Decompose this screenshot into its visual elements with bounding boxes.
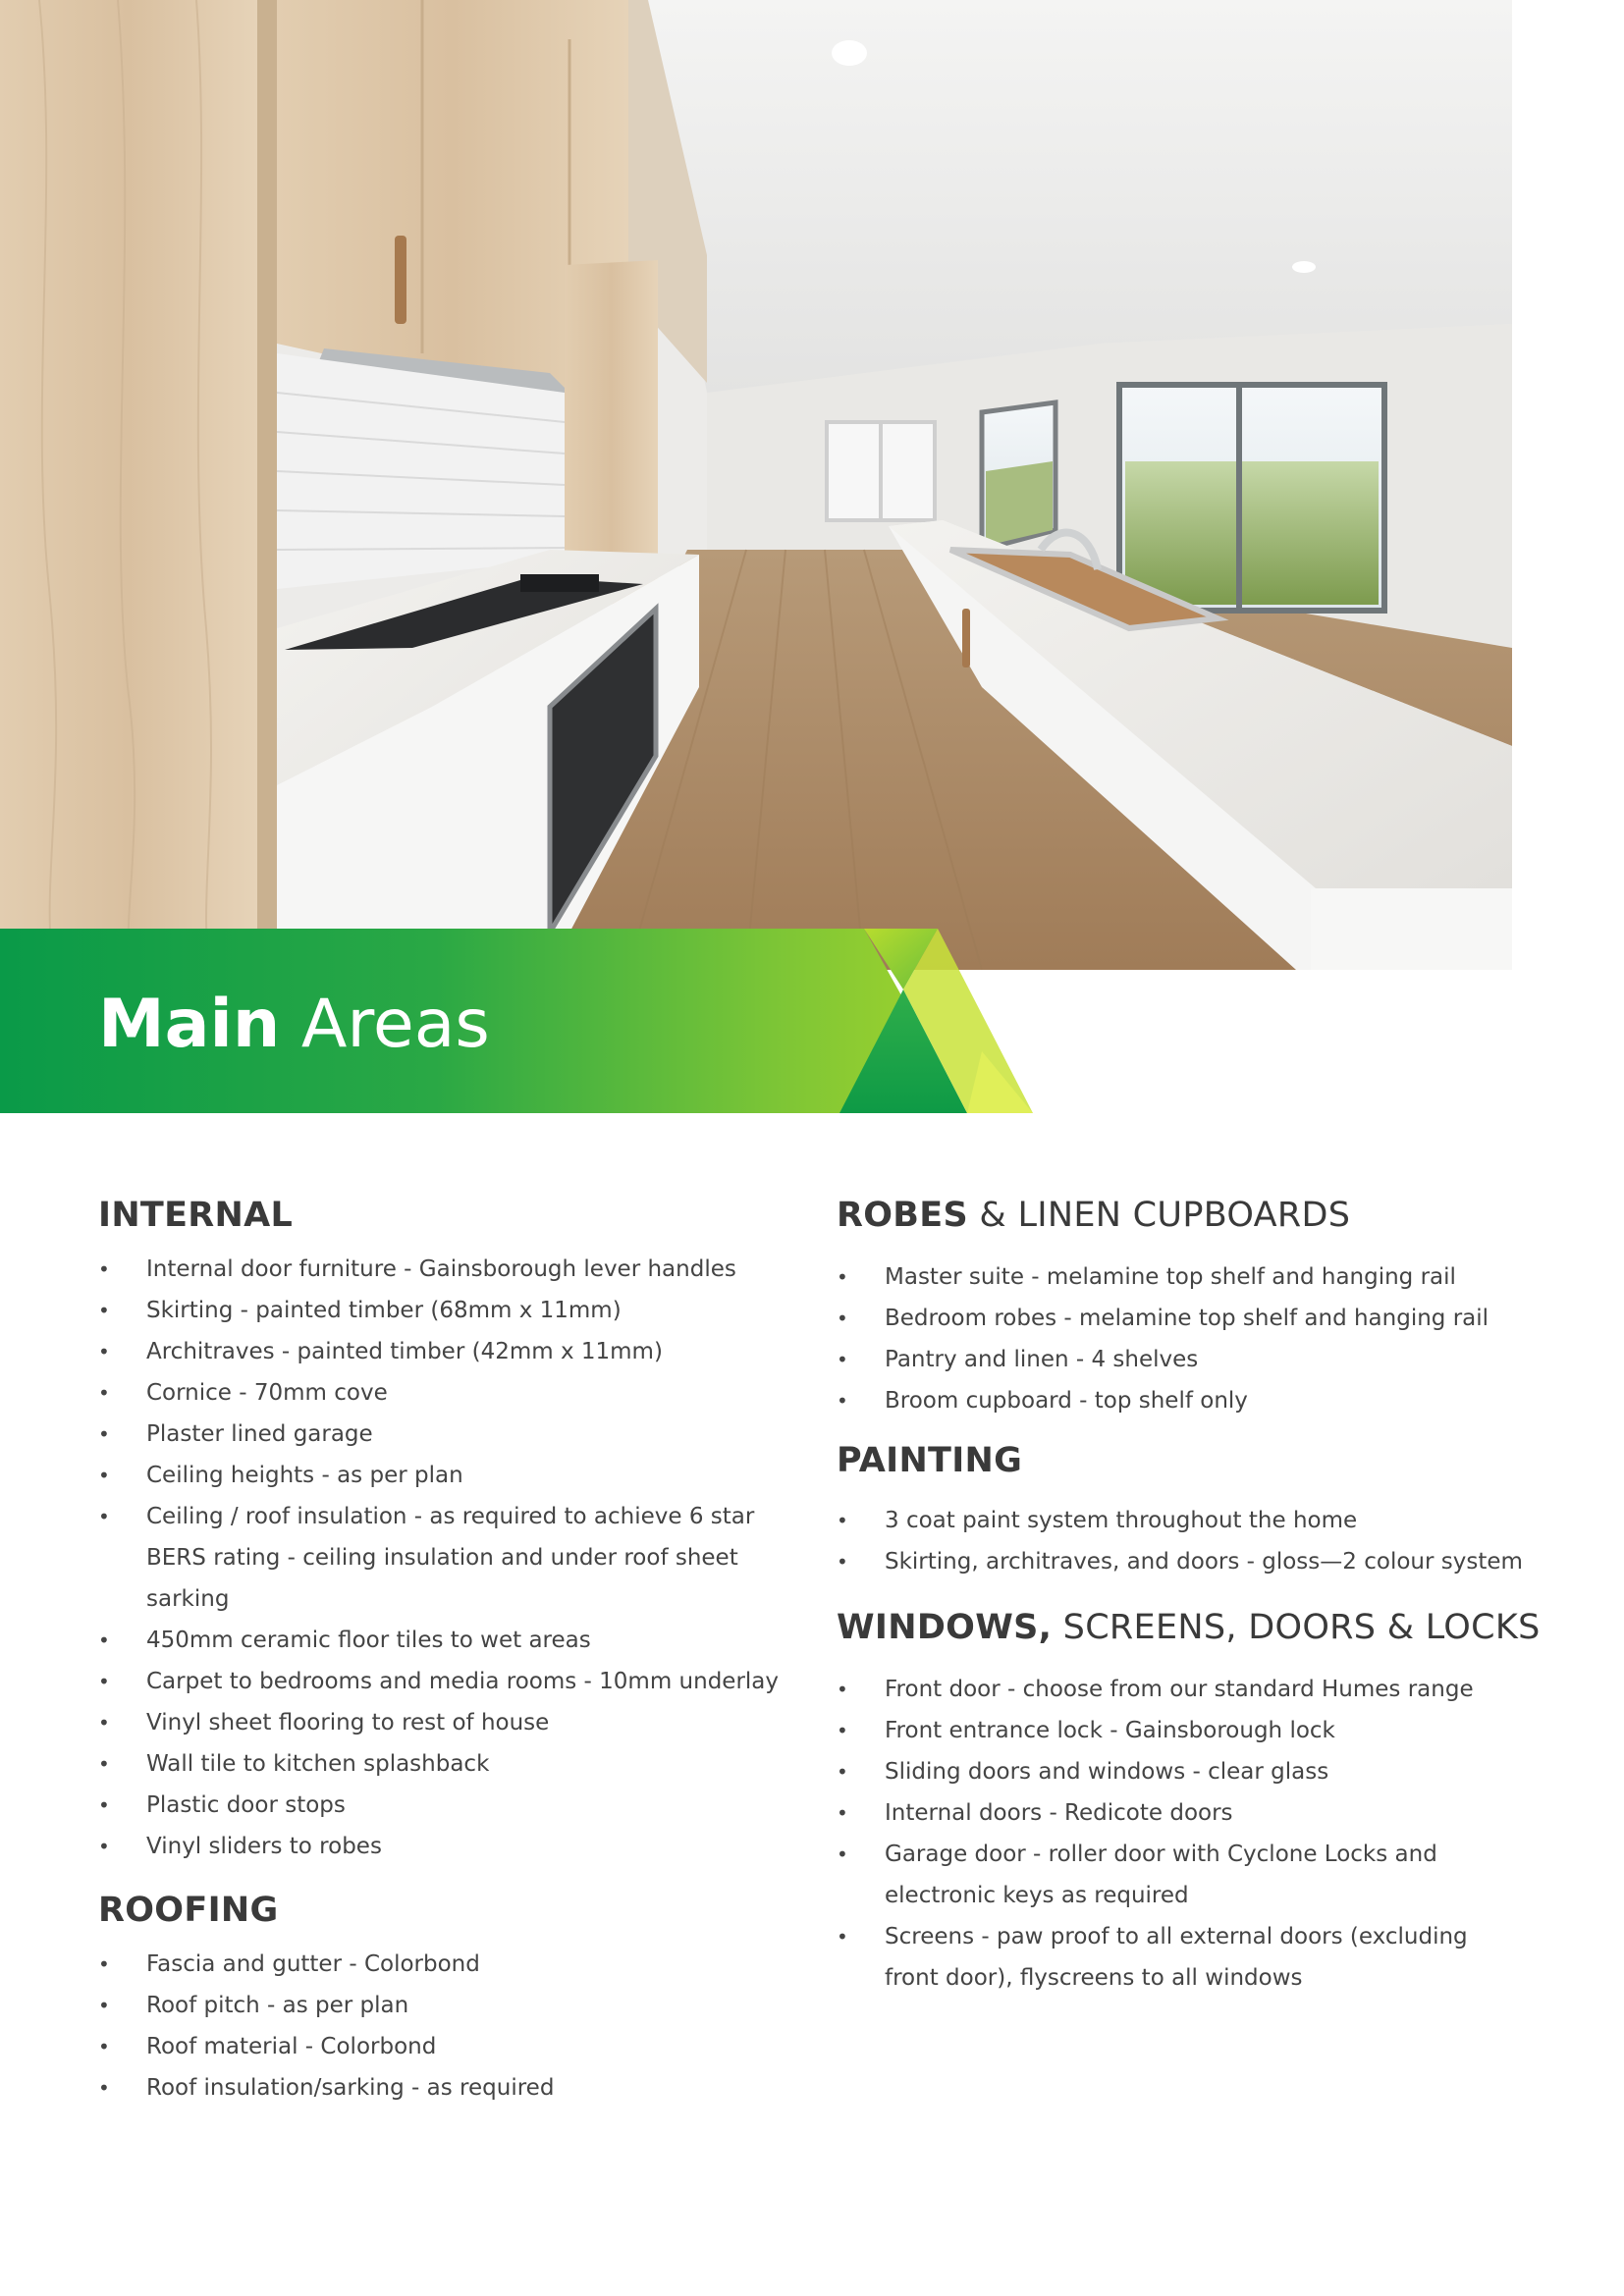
bullet-icon: • — [837, 1842, 848, 1866]
list-item — [98, 1249, 805, 1290]
bullet-icon: • — [98, 2076, 110, 2100]
list-item-text: Front entrance lock - Gainsborough lock — [885, 1718, 1335, 1743]
section-robes — [837, 1190, 1524, 1421]
list-item-text: Front door - choose from our standard Humes range — [885, 1677, 1474, 1702]
bullet-icon: • — [98, 1793, 110, 1817]
list-item-text: Sliding doors and windows - clear glass — [885, 1759, 1329, 1785]
bullet-icon: • — [837, 1719, 848, 1742]
section-heading — [837, 1190, 1524, 1241]
list-item — [837, 1298, 1524, 1339]
bullet-icon: • — [837, 1307, 848, 1330]
list-item-text: Cornice - 70mm cove — [146, 1380, 388, 1406]
list-item — [98, 1620, 805, 1661]
bullet-icon: • — [98, 1752, 110, 1776]
list-item-text: Skirting - painted timber (68mm x 11mm) — [146, 1298, 622, 1323]
kitchen-photo — [0, 0, 1512, 970]
list-item-text: Vinyl sliders to robes — [146, 1834, 382, 1859]
bullet-icon: • — [837, 1760, 848, 1784]
list-item-text: 450mm ceramic floor tiles to wet areas — [146, 1628, 591, 1653]
spec-list — [98, 1249, 805, 1867]
list-item — [837, 1916, 1524, 1999]
list-item — [837, 1500, 1524, 1541]
bullet-icon: • — [98, 1381, 110, 1405]
page-title-light: Areas — [300, 986, 490, 1063]
list-item-text: Carpet to bedrooms and media rooms - 10mm underlay — [146, 1669, 780, 1694]
list-item-text: Fascia and gutter - Colorbond — [146, 1951, 480, 1977]
list-item-text: Ceiling / roof insulation - as required to achieve 6 star BERS rating - ceiling insulation and under roof sheet sarking — [146, 1504, 755, 1612]
list-item-text: Roof insulation/sarking - as required — [146, 2075, 555, 2101]
section-heading-bold: ROBES — [837, 1196, 968, 1235]
left-column — [98, 1190, 805, 2109]
section-heading — [98, 1885, 805, 1936]
list-item — [98, 1331, 805, 1372]
bullet-icon: • — [837, 1550, 848, 1574]
list-item — [98, 1414, 805, 1455]
section-heading — [98, 1190, 805, 1241]
spec-list — [837, 1500, 1524, 1582]
list-item — [98, 1661, 805, 1702]
list-item-text: Pantry and linen - 4 shelves — [885, 1347, 1199, 1372]
list-item — [98, 2067, 805, 2109]
list-item — [837, 1339, 1524, 1380]
list-item — [98, 1944, 805, 1985]
section-heading-bold: ROOFING — [98, 1891, 279, 1930]
bullet-icon: • — [98, 1505, 110, 1528]
bullet-icon: • — [98, 1340, 110, 1363]
list-item-text: Screens - paw proof to all external doors (excluding front door), flyscreens to all windows — [885, 1924, 1468, 1991]
bullet-icon: • — [837, 1509, 848, 1532]
list-item — [98, 1826, 805, 1867]
list-item — [98, 1496, 805, 1620]
bullet-icon: • — [98, 1299, 110, 1322]
list-item-text: Plaster lined garage — [146, 1421, 373, 1447]
list-item — [98, 1743, 805, 1785]
section-heading-bold: WINDOWS, — [837, 1608, 1053, 1647]
list-item — [98, 1702, 805, 1743]
bullet-icon: • — [837, 1389, 848, 1413]
list-item — [837, 1792, 1524, 1834]
list-item — [98, 1290, 805, 1331]
spec-list — [837, 1256, 1524, 1421]
bullet-icon: • — [98, 2035, 110, 2058]
page-title-bold: Main — [98, 986, 281, 1063]
list-item-text: Roof pitch - as per plan — [146, 1993, 409, 2018]
right-column — [837, 1190, 1541, 1999]
list-item-text: Broom cupboard - top shelf only — [885, 1388, 1248, 1414]
list-item — [837, 1541, 1524, 1582]
list-item-text: 3 coat paint system throughout the home — [885, 1508, 1358, 1533]
list-item-text: Garage door - roller door with Cyclone Locks and electronic keys as required — [885, 1842, 1437, 1908]
list-item-text: Vinyl sheet flooring to rest of house — [146, 1710, 550, 1735]
list-item-text: Wall tile to kitchen splashback — [146, 1751, 490, 1777]
list-item — [98, 1985, 805, 2026]
bullet-icon: • — [837, 1265, 848, 1289]
list-item — [98, 1372, 805, 1414]
section-internal — [98, 1190, 805, 1867]
section-heading-light: SCREENS, DOORS & LOCKS — [1052, 1608, 1541, 1647]
section-heading — [837, 1602, 1541, 1653]
bullet-icon: • — [837, 1348, 848, 1371]
list-item-text: Internal doors - Redicote doors — [885, 1800, 1233, 1826]
list-item-text: Skirting, architraves, and doors - gloss—2 colour system — [885, 1549, 1523, 1575]
section-heading-light: & LINEN CUPBOARDS — [968, 1196, 1351, 1235]
list-item — [98, 1455, 805, 1496]
section-windows — [837, 1602, 1541, 1999]
list-item-text: Architraves - painted timber (42mm x 11mm) — [146, 1339, 663, 1364]
bullet-icon: • — [837, 1801, 848, 1825]
list-item — [98, 2026, 805, 2067]
bullet-icon: • — [837, 1678, 848, 1701]
bullet-icon: • — [98, 1952, 110, 1976]
list-item-text: Master suite - melamine top shelf and hanging rail — [885, 1264, 1456, 1290]
bullet-icon: • — [98, 1629, 110, 1652]
list-item-text: Bedroom robes - melamine top shelf and hanging rail — [885, 1306, 1489, 1331]
bullet-icon: • — [98, 1257, 110, 1281]
spec-list — [837, 1669, 1524, 1999]
section-heading-bold: PAINTING — [837, 1441, 1023, 1480]
section-heading — [837, 1435, 1524, 1486]
list-item — [837, 1256, 1524, 1298]
list-item — [837, 1669, 1524, 1710]
spec-list — [98, 1944, 805, 2109]
bullet-icon: • — [98, 1670, 110, 1693]
list-item-text: Roof material - Colorbond — [146, 2034, 437, 2059]
list-item — [837, 1380, 1524, 1421]
page-title — [98, 978, 490, 1072]
list-item — [98, 1785, 805, 1826]
bullet-icon: • — [98, 1464, 110, 1487]
bullet-icon: • — [98, 1835, 110, 1858]
section-heading-bold: INTERNAL — [98, 1196, 294, 1235]
bullet-icon: • — [837, 1925, 848, 1949]
list-item-text: Ceiling heights - as per plan — [146, 1463, 463, 1488]
list-item-text: Internal door furniture - Gainsborough lever handles — [146, 1256, 736, 1282]
list-item — [837, 1710, 1524, 1751]
list-item — [837, 1834, 1524, 1916]
section-painting — [837, 1435, 1524, 1582]
bullet-icon: • — [98, 1994, 110, 2017]
list-item-text: Plastic door stops — [146, 1792, 346, 1818]
section-roofing — [98, 1885, 805, 2109]
bullet-icon: • — [98, 1422, 110, 1446]
list-item — [837, 1751, 1524, 1792]
bullet-icon: • — [98, 1711, 110, 1735]
